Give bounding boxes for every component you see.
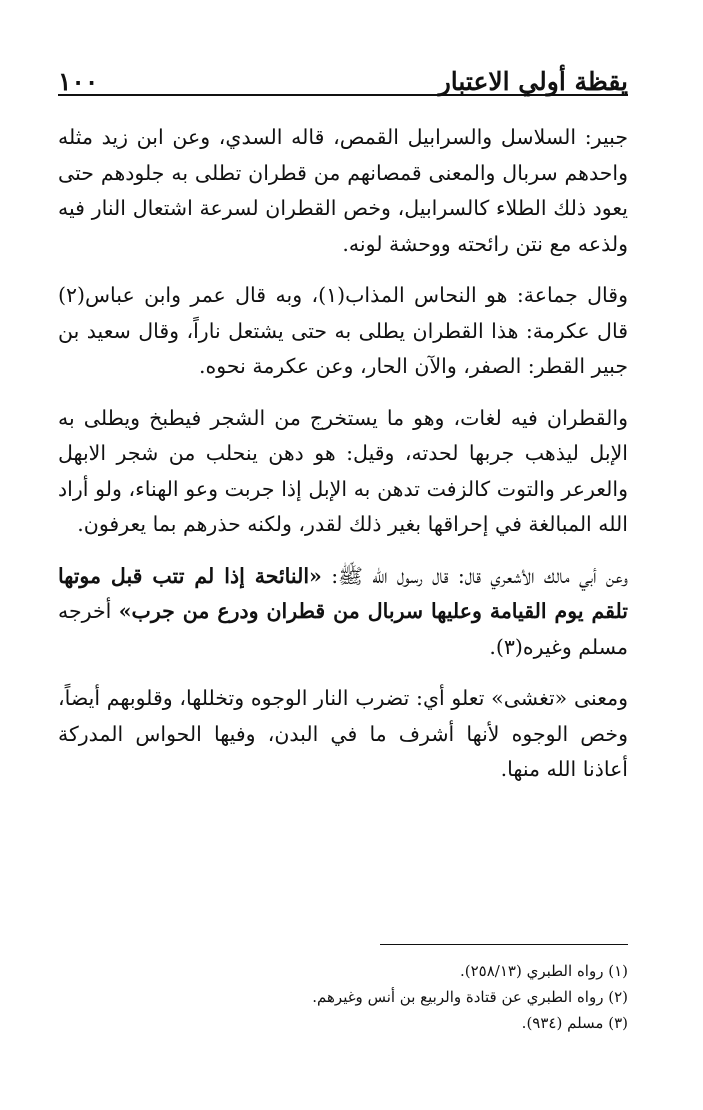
footnote-2: (٢) رواه الطبري عن قتادة والربيع بن أنس وغيرهم. bbox=[312, 988, 628, 1006]
paragraph-1: جبير: السلاسل والسرابيل القمص، قاله السدي، وعن ابن زيد مثله واحدهم سربال والمعنى قمصانهم من قطران تطلى به جلودهم حتى يعود ذلك الطلاء كالسرابيل، وخص القطران لسرعة اشتعال النار فيه ولذعه مع نتن رائحته ووحشة لونه. bbox=[58, 125, 628, 256]
book-title: يقظة أولي الاعتبار bbox=[438, 67, 628, 96]
footnotes bbox=[58, 958, 628, 1036]
hadith-text: «النائحة إذا لم تتب قبل موتها تلقم يوم القيامة وعليها سربال من قطران ودرع من جرب» bbox=[58, 563, 629, 623]
hadith-intro: وعن أبي مالك الأشعري قال: قال رسول الله ﷺ: bbox=[321, 563, 628, 588]
page-number: ١٠٠ bbox=[58, 67, 99, 96]
footnote-3: (٣) مسلم (٩٣٤). bbox=[521, 1014, 628, 1032]
page-header bbox=[58, 56, 628, 96]
paragraph-2: وقال جماعة: هو النحاس المذاب(١)، وبه قال عمر وابن عباس(٢) قال عكرمة: هذا القطران يطلى به حتى يشتعل ناراً، وقال سعيد بن جبير القطر: الصفر، والآن الحار، وعن عكرمة نحوه. bbox=[58, 283, 628, 378]
footnote-rule bbox=[380, 944, 628, 945]
paragraph-5: ومعنى «تغشى» تعلو أي: تضرب النار الوجوه وتخللها، وقلوبهم أيضاً، وخص الوجوه لأنها أشرف ما في البدن، وفيها الحواس المدركة أعاذنا الله منها. bbox=[58, 686, 628, 781]
paragraph-4 bbox=[58, 559, 628, 666]
footnote-1: (١) رواه الطبري (٢٥٨/١٣). bbox=[460, 962, 628, 980]
hadith-source: أخرجه مسلم وغيره(٣). bbox=[58, 599, 628, 659]
body-text bbox=[58, 120, 628, 804]
header-rule bbox=[58, 94, 628, 96]
paragraph-3: والقطران فيه لغات، وهو ما يستخرج من الشجر فيطبخ ويطلى به الإبل ليذهب جربها لحدته، وقيل: هو دهن ينحلب من شجر الابهل والعرعر والتوت كالزفت تدهن به الإبل إذا جربت وعو الهناء، ولو أراد الله المبالغة في إحراقها بغير ذلك لقدر، ولكنه حذرهم بما يعرفون. bbox=[58, 405, 628, 536]
